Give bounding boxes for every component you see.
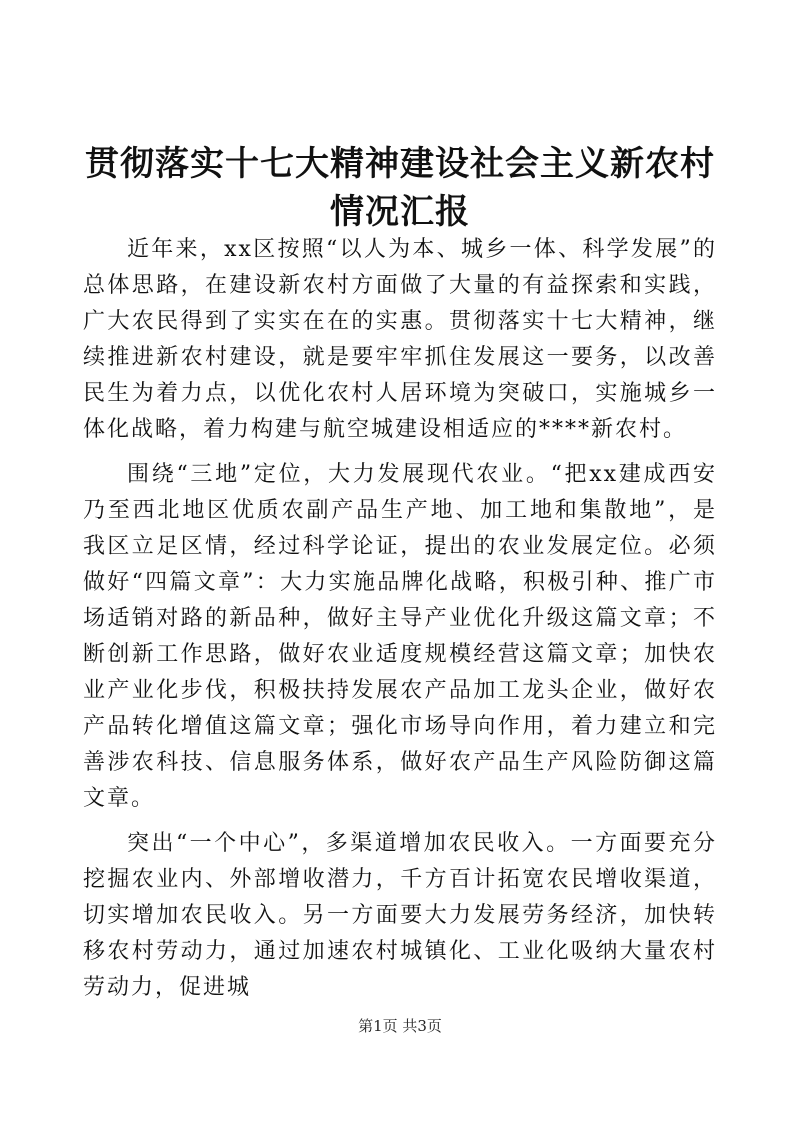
paragraph-2: 围绕“三地”定位，大力发展现代农业。“把xx建成西安乃至西北地区优质农副产品生产地、加工地和集散地”，是我区立足区情，经过科学论证，提出的农业发展定位。必须做好“四篇文章”：大力实施品牌化战略，积极引种、推广市场适销对路的新品种，做好主导产业优化升级这篇文章；不断创新工作思路，做好农业适度规模经营这篇文章；加快农业产业化步伐，积极扶持发展农产品加工龙头企业，做好农产品转化增值这篇文章；强化市场导向作用，着力建立和完善涉农科技、信息服务体系，做好农产品生产风险防御这篇文章。 xyxy=(83,462,717,811)
paragraph-1: 近年来，xx区按照“以人为本、城乡一体、科学发展”的总体思路，在建设新农村方面做了大量的有益探索和实践，广大农民得到了实实在在的实惠。贯彻落实十七大精神，继续推进新农村建设，就是要牢牢抓住发展这一要务，以改善民生为着力点，以优化农村人居环境为突破口，实施城乡一体化战略，着力构建与航空城建设相适应的****新农村。 xyxy=(83,237,717,442)
document-body xyxy=(83,232,717,1015)
paragraph-3: 突出“一个中心”，多渠道增加农民收入。一方面要充分挖掘农业内、外部增收潜力，千方百计拓宽农民增收渠道，切实增加农民收入。另一方面要大力发展劳务经济，加快转移农村劳动力，通过加速农村城镇化、工业化吸纳大量农村劳动力，促进城 xyxy=(83,831,717,1000)
page-number-footer: 第1页 共3页 xyxy=(358,1017,442,1035)
document-title: 贯彻落实十七大精神建设社会主义新农村情况汇报 xyxy=(85,144,715,232)
